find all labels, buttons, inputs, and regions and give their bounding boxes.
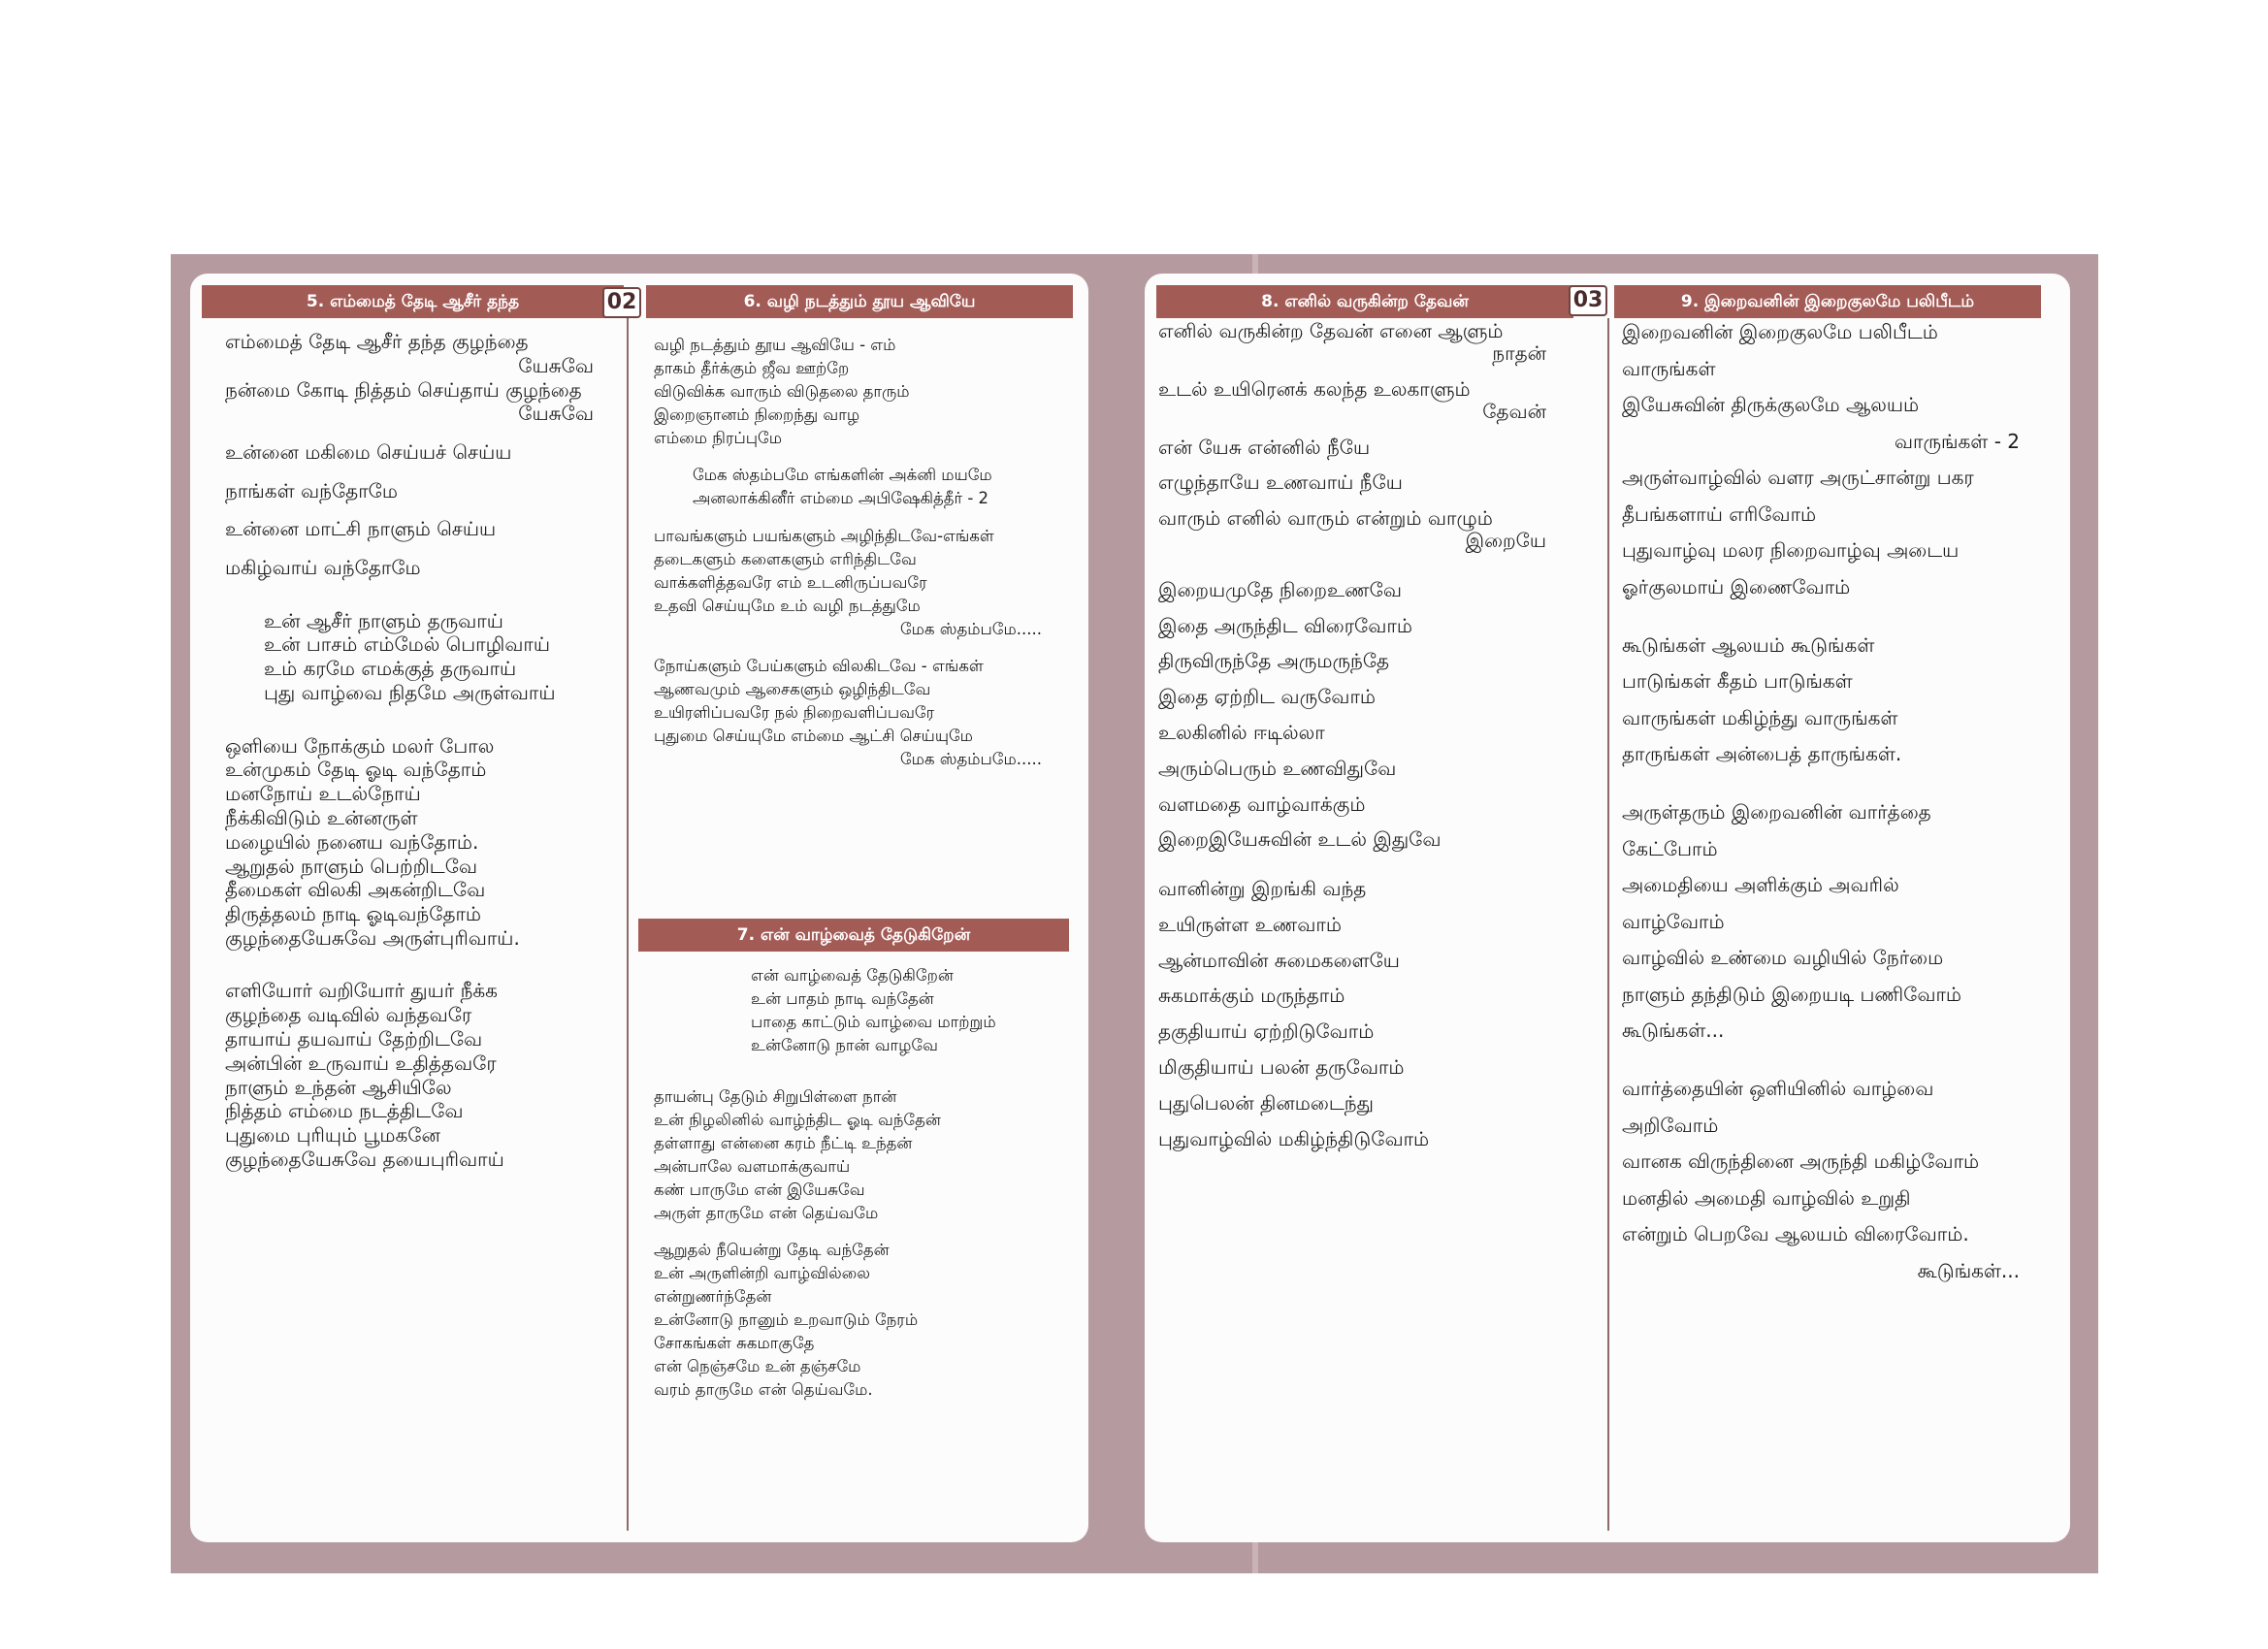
lyric-line: உன் பாசம் எம்மேல் பொழிவாய் xyxy=(264,632,551,657)
lyric-line: பாவங்களும் பயங்களும் அழிந்திடவே-எங்கள் xyxy=(654,526,994,545)
lyric-line: எழுந்தாயே உணவாய் நீயே xyxy=(1158,470,1403,495)
lyric-line: எம்மை நிரப்புமே xyxy=(654,429,783,447)
lyric-line xyxy=(1158,601,1566,615)
lyric-line: கூடுங்கள்... xyxy=(1917,1258,2020,1282)
lyric-line: கண் பாருமே என் இயேசுவே xyxy=(654,1180,865,1199)
lyric-line: தேவன் xyxy=(1482,399,1546,423)
song8-lyrics xyxy=(1158,320,1566,1150)
lyric-line: ஆறுதல் நீயென்று தேடி வந்தேன் xyxy=(654,1241,890,1260)
lyric-line: வாருங்கள் - 2 xyxy=(1894,429,2020,453)
lyric-line xyxy=(654,450,1061,464)
song5-lyrics xyxy=(225,330,613,1542)
lyric-line: மழையில் நனைய வந்தோம். xyxy=(225,829,479,854)
lyric-line xyxy=(1158,494,1566,507)
lyric-line: மனதில் அமைதி வாழ்வில் உறுதி xyxy=(1622,1185,1911,1210)
song9-lyrics xyxy=(1622,314,2039,1289)
lyric-line: என் யேசு என்னில் நீயே xyxy=(1158,435,1371,459)
lyric-line: உதவி செய்யுமே உம் வழி நடத்துமே xyxy=(654,596,921,615)
lyric-line: குழந்தை வடிவில் வந்தவரே xyxy=(225,1003,472,1027)
lyric-line: மேக ஸ்தம்பமே எங்களின் அக்னி மயமே xyxy=(693,466,992,485)
lyric-line: விடுவிக்க வாரும் விடுதலை தாரும் xyxy=(654,382,910,401)
lyric-line xyxy=(1158,972,1566,986)
lyric-line xyxy=(225,426,613,440)
lyric-line: தாருங்கள் அன்பைத் தாருங்கள். xyxy=(1622,742,1902,765)
lyric-line xyxy=(225,580,613,595)
song7-title: 7. என் வாழ்வைத் தேடுகிறேன் xyxy=(638,919,1069,952)
lyric-line xyxy=(654,1057,1061,1071)
lyric-line xyxy=(1158,1043,1566,1056)
lyric-line xyxy=(654,1071,1061,1084)
lyric-line xyxy=(225,503,613,518)
lyric-line xyxy=(225,595,613,609)
lyric-line: இயேசுவின் திருக்குலமே ஆலயம் xyxy=(1622,393,1920,416)
lyric-line xyxy=(1158,1007,1566,1020)
lyric-line: ஆன்மாவின் சுமைகளையே xyxy=(1158,948,1400,972)
lyric-line xyxy=(1622,773,2039,795)
lyric-line: புதுவாழ்வில் மகிழ்ந்திடுவோம் xyxy=(1158,1126,1430,1150)
lyric-line: என் நெஞ்சமே உன் தஞ்சமே xyxy=(654,1357,861,1376)
lyric-line: இறைஞானம் நிறைந்து வாழ xyxy=(654,405,860,424)
lyric-line: தீமைகள் விலகி அகன்றிடவே xyxy=(225,878,486,902)
lyric-line xyxy=(1158,459,1566,472)
lyric-line xyxy=(1158,423,1566,436)
lyric-line xyxy=(1158,552,1566,566)
lyric-line xyxy=(1158,744,1566,758)
page-number-03: 03 xyxy=(1569,285,1607,316)
lyric-line: வழி நடத்தும் தூய ஆவியே - எம் xyxy=(654,336,896,354)
lyric-line: அன்பாலே வளமாக்குவாய் xyxy=(654,1156,851,1176)
lyric-line: திருத்தலம் நாடி ஓடிவந்தோம் xyxy=(225,902,482,926)
lyric-line: திருவிருந்தே அருமருந்தே xyxy=(1158,649,1390,673)
lyric-line: அருள்தரும் இறைவனின் வார்த்தை xyxy=(1622,800,1931,824)
lyric-line: நாளும் உந்தன் ஆசியிலே xyxy=(225,1075,452,1099)
lyric-line: நித்தம் எம்மை நடத்திடவே xyxy=(225,1099,464,1123)
lyric-line: இதை ஏற்றிட வருவோம் xyxy=(1158,685,1376,709)
lyric-line: மேக ஸ்தம்பமே..... xyxy=(899,619,1042,638)
lyric-line xyxy=(225,965,613,980)
lyric-line: நாதன் xyxy=(1492,341,1546,365)
song5-title: 5. எம்மைத் தேடி ஆசீர் தந்த xyxy=(202,285,624,318)
lyric-line: புது வாழ்வை நிதமே அருள்வாய் xyxy=(264,681,556,705)
lyric-line: எம்மைத் தேடி ஆசீர் தந்த குழந்தை xyxy=(225,330,529,353)
lyric-line: கூடுங்கள்... xyxy=(1622,1018,1725,1042)
lyric-line xyxy=(1622,605,2039,628)
lyric-line xyxy=(1158,816,1566,829)
lyric-line xyxy=(1158,1079,1566,1092)
song6-title: 6. வழி நடத்தும் தூய ஆவியே xyxy=(646,285,1073,318)
lyric-line: வார்த்தையின் ஒளியினில் வாழ்வை xyxy=(1622,1077,1934,1100)
lyric-line: புதுமை புரியும் பூமகனே xyxy=(225,1123,440,1148)
lyric-line: உயிரளிப்பவரே நல் நிறைவளிப்பவரே xyxy=(654,703,935,723)
lyric-line: இறைவனின் இறைகுலமே பலிபீடம் xyxy=(1622,320,1938,343)
lyric-line: உன் ஆசீர் நாளும் தருவாய் xyxy=(264,608,503,632)
lyric-line: தகுதியாய் ஏற்றிடுவோம் xyxy=(1158,1019,1375,1044)
lyric-line: சுகமாக்கும் மருந்தாம் xyxy=(1158,984,1345,1008)
lyric-line: இதை அருந்திட விரைவோம் xyxy=(1158,613,1412,637)
lyric-line: கூடுங்கள் ஆலயம் கூடுங்கள் xyxy=(1622,632,1875,657)
song9-title: 9. இறைவனின் இறைகுலமே பலிபீடம் xyxy=(1614,285,2041,318)
lyric-line: நன்மை கோடி நித்தம் செய்தாய் குழந்தை xyxy=(225,377,582,402)
lyric-line: சோகங்கள் சுகமாகுதே xyxy=(654,1334,815,1353)
lyric-line xyxy=(1158,780,1566,793)
lyric-line: உலகினில் ஈடில்லா xyxy=(1158,720,1325,744)
lyric-line: வாரும் எனில் வாரும் என்றும் வாழும் xyxy=(1158,506,1493,531)
lyric-line xyxy=(654,641,1061,655)
lyric-line: வாருங்கள் மகிழ்ந்து வாருங்கள் xyxy=(1622,705,1898,729)
lyric-line: வாழ்வோம் xyxy=(1622,909,1725,933)
lyric-line xyxy=(225,541,613,556)
lyric-line xyxy=(225,951,613,965)
lyric-line: வானின்று இறங்கி வந்த xyxy=(1158,876,1367,900)
lyric-line: நாளும் தந்திடும் இறையடி பணிவோம் xyxy=(1622,982,1962,1006)
lyric-line: இறைஇயேசுவின் உடல் இதுவே xyxy=(1158,827,1442,852)
lyric-line: மிகுதியாய் பலன் தருவோம் xyxy=(1158,1054,1405,1079)
lyric-line: தாயன்பு தேடும் சிறுபிள்ளை நான் xyxy=(654,1086,897,1106)
lyric-line xyxy=(1158,566,1566,579)
lyric-line: கேட்போம் xyxy=(1622,836,1718,860)
lyric-line: என்றுணர்ந்தேன் xyxy=(654,1287,772,1307)
lyric-line: அன்பின் உருவாய் உதித்தவரே xyxy=(225,1051,497,1075)
lyric-line: தாகம் தீர்க்கும் ஜீவ ஊற்றே xyxy=(654,359,850,377)
lyric-line: அனலாக்கினீர் எம்மை அபிஷேகித்தீர் - 2 xyxy=(693,489,989,508)
lyric-line: உன்னோடு நான் வாழவே xyxy=(751,1036,938,1054)
lyric-line: தாயாய் தயவாய் தேற்றிடவே xyxy=(225,1027,483,1051)
lyric-line: புதுபெலன் தினமடைந்து xyxy=(1158,1090,1374,1115)
lyric-line: என்றும் பெறவே ஆலயம் விரைவோம். xyxy=(1622,1222,1969,1245)
lyric-line xyxy=(1158,637,1566,651)
lyric-line: என் வாழ்வைத் தேடுகிறேன் xyxy=(751,966,954,985)
lyric-line xyxy=(1158,851,1566,864)
lyric-line: புதுவாழ்வு மலர நிறைவாழ்வு அடைய xyxy=(1622,538,1960,562)
lyric-line xyxy=(1158,1115,1566,1128)
lyric-line: அறிவோம் xyxy=(1622,1113,1719,1137)
lyric-line: எளியோர் வறியோர் துயர் நீக்க xyxy=(225,979,498,1003)
lyric-line: இறையே xyxy=(1465,529,1546,553)
lyric-line: வாக்களித்தவரே எம் உடனிருப்பவரே xyxy=(654,572,927,592)
lyric-line: அரும்பெரும் உணவிதுவே xyxy=(1158,756,1397,780)
lyric-line: தள்ளாது என்னை கரம் நீட்டி உந்தன் xyxy=(654,1133,913,1152)
lyric-line: குழந்தையேசுவே அருள்புரிவாய். xyxy=(225,925,520,950)
lyric-line: யேசுவே xyxy=(518,353,594,377)
lyric-line: நோய்களும் பேய்களும் விலகிடவே - எங்கள் xyxy=(654,657,984,676)
song6-lyrics xyxy=(654,334,1061,771)
column-divider xyxy=(627,318,629,1531)
lyric-line: பாதை காட்டும் வாழ்வை மாற்றும் xyxy=(751,1013,996,1031)
lyric-line xyxy=(225,465,613,479)
lyric-line xyxy=(225,720,613,734)
lyric-line: உன்முகம் தேடி ஓடி வந்தோம் xyxy=(225,758,487,782)
lyric-line xyxy=(1158,936,1566,950)
lyric-line: வானக விருந்தினை அருந்தி மகிழ்வோம் xyxy=(1622,1149,1980,1173)
lyric-line xyxy=(1158,672,1566,686)
lyric-line xyxy=(654,510,1061,524)
lyric-line: மனநோய் உடல்நோய் xyxy=(225,782,421,806)
lyric-line xyxy=(1622,1050,2039,1072)
lyric-line xyxy=(654,1225,1061,1239)
lyric-line: உன்னை மகிமை செய்யச் செய்ய xyxy=(225,440,512,465)
lyric-line: யேசுவே xyxy=(518,402,594,426)
lyric-line: வளமதை வாழ்வாக்கும் xyxy=(1158,792,1366,816)
lyric-line xyxy=(1158,365,1566,378)
lyric-line: உம் கரமே எமக்குத் தருவாய் xyxy=(264,657,517,681)
lyric-line xyxy=(1158,900,1566,914)
lyric-line: ஆணவமும் ஆசைகளும் ஒழிந்திடவே xyxy=(654,680,931,699)
lyric-line: பாடுங்கள் கீதம் பாடுங்கள் xyxy=(1622,669,1853,693)
page-number-02: 02 xyxy=(602,287,641,318)
lyric-line: உன்னை மாட்சி நாளும் செய்ய xyxy=(225,517,497,541)
lyric-line: உன் பாதம் நாடி வந்தேன் xyxy=(751,989,934,1008)
lyric-line: மேக ஸ்தம்பமே..... xyxy=(899,750,1042,769)
lyric-line: உயிருள்ள உணவாம் xyxy=(1158,912,1342,936)
lyric-line: நீக்கிவிடும் உன்னருள் xyxy=(225,805,418,829)
lyric-line: வாழ்வில் உண்மை வழியில் நேர்மை xyxy=(1622,946,1944,969)
lyric-line: புதுமை செய்யுமே எம்மை ஆட்சி செய்யுமே xyxy=(654,727,973,746)
lyric-line: நாங்கள் வந்தோமே xyxy=(225,478,398,502)
lyric-line: உன் நிழலினில் வாழ்ந்திட ஓடி வந்தேன் xyxy=(654,1110,941,1129)
lyric-line: மகிழ்வாய் வந்தோமே xyxy=(225,556,421,580)
lyric-line: உன்னோடு நானும் உறவாடும் நேரம் xyxy=(654,1310,919,1330)
lyric-line: குழந்தையேசுவே தயைபுரிவாய் xyxy=(225,1148,504,1172)
lyric-line xyxy=(225,705,613,720)
left-page xyxy=(190,274,1088,1542)
lyric-line: இறையமுதே நிறைஉணவே xyxy=(1158,577,1402,601)
lyric-line: உடல் உயிரெனக் கலந்த உலகாளும் xyxy=(1158,376,1471,401)
right-page xyxy=(1145,274,2070,1542)
lyric-line: உன் அருளின்றி வாழ்வில்லை xyxy=(654,1264,870,1283)
lyric-line: ஓர்குலமாய் இணைவோம் xyxy=(1622,574,1851,598)
lyric-line: தீபங்களாய் எரிவோம் xyxy=(1622,501,1817,526)
lyric-line: எனில் வருகின்ற தேவன் எனை ஆளும் xyxy=(1158,319,1504,342)
lyric-line: ஆறுதல் நாளும் பெற்றிடவே xyxy=(225,854,478,878)
lyric-line: தடைகளும் களைகளும் எரிந்திடவே xyxy=(654,549,917,568)
lyric-line: ஒளியை நோக்கும் மலர் போல xyxy=(225,733,495,758)
lyric-line: வாருங்கள் xyxy=(1622,356,1716,380)
column-divider xyxy=(1607,318,1609,1531)
lyric-line: அருள் தாருமே என் தெய்வமே xyxy=(654,1203,879,1222)
song8-title: 8. எனில் வருகின்ற தேவன் xyxy=(1156,285,1573,318)
booklet-sheet xyxy=(171,254,2098,1573)
lyric-line xyxy=(1158,708,1566,722)
song7-lyrics xyxy=(654,964,1061,1402)
lyric-line xyxy=(1158,864,1566,878)
lyric-line: வரம் தாருமே என் தெய்வமே. xyxy=(654,1380,873,1400)
lyric-line: அமைதியை அளிக்கும் அவரில் xyxy=(1622,873,1899,896)
lyric-line: அருள்வாழ்வில் வளர அருட்சான்று பகர xyxy=(1622,466,1974,489)
